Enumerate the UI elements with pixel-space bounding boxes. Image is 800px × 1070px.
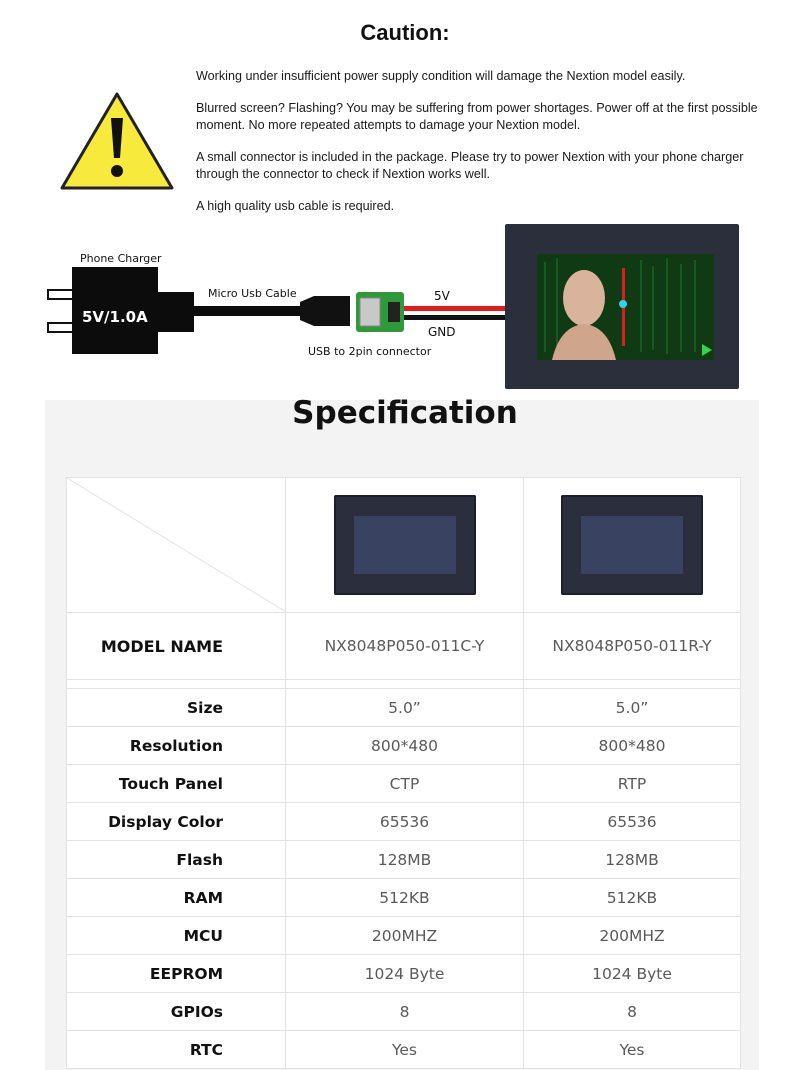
table-row xyxy=(67,879,741,917)
table-row xyxy=(67,727,741,765)
row-value: 65536 xyxy=(286,803,524,841)
caution-paragraph: Working under insufficient power supply condition will damage the Nextion model easily. xyxy=(196,69,686,83)
row-value: RTP xyxy=(524,765,741,803)
row-value: 1024 Byte xyxy=(524,955,741,993)
row-value: CTP xyxy=(286,765,524,803)
nextion-module-image xyxy=(286,495,523,595)
wire-gnd xyxy=(404,315,514,320)
caution-paragraph: A small connector is included in the package. Please try to power Nextion with your phone charger through the connector to check if Nextion works well. xyxy=(196,150,744,181)
connector-port xyxy=(360,298,380,326)
nextion-module-image xyxy=(524,495,740,595)
table-row xyxy=(67,841,741,879)
table-row-model-name xyxy=(67,613,741,680)
specification-title: Specification xyxy=(292,395,518,431)
connector-pins xyxy=(388,302,400,322)
row-label: Flash xyxy=(67,841,286,879)
row-value: 8 xyxy=(286,993,524,1031)
wire-5v xyxy=(404,306,514,311)
model-image-cell xyxy=(286,478,524,613)
row-label: MODEL NAME xyxy=(67,613,286,680)
table-row xyxy=(67,917,741,955)
row-value: 5.0” xyxy=(524,689,741,727)
table-spacer xyxy=(67,680,741,689)
table-row xyxy=(67,1031,741,1069)
row-value: 65536 xyxy=(524,803,741,841)
row-value: 128MB xyxy=(286,841,524,879)
row-value: 800*480 xyxy=(286,727,524,765)
row-label: Display Color xyxy=(67,803,286,841)
row-label: GPIOs xyxy=(67,993,286,1031)
row-label: Resolution xyxy=(67,727,286,765)
charger-neck xyxy=(158,292,194,332)
caution-title: Caution: xyxy=(360,20,450,45)
row-value: 512KB xyxy=(286,879,524,917)
usb-cable xyxy=(194,306,306,316)
charger-prong xyxy=(48,290,74,299)
row-value: 200MHZ xyxy=(524,917,741,955)
table-row xyxy=(67,803,741,841)
row-label: MCU xyxy=(67,917,286,955)
row-label: EEPROM xyxy=(67,955,286,993)
wire-5v-label: 5V xyxy=(434,289,450,303)
charger-prong xyxy=(48,323,74,332)
screen-face xyxy=(563,270,605,326)
row-value: NX8048P050-011R-Y xyxy=(524,613,741,680)
phone-charger-label: Phone Charger xyxy=(80,252,162,265)
row-value: 8 xyxy=(524,993,741,1031)
usb-plug xyxy=(300,296,350,326)
specification-table xyxy=(66,477,741,1069)
image-row xyxy=(67,478,741,613)
table-corner-cell xyxy=(67,478,286,613)
row-value: 512KB xyxy=(524,879,741,917)
table-row xyxy=(67,955,741,993)
warning-triangle-icon xyxy=(58,90,176,192)
power-connection-diagram xyxy=(0,222,800,394)
connector-label: USB to 2pin connector xyxy=(308,345,432,358)
row-value: Yes xyxy=(286,1031,524,1069)
table-row xyxy=(67,993,741,1031)
table-row xyxy=(67,689,741,727)
row-label: RAM xyxy=(67,879,286,917)
screen-slider-knob xyxy=(619,300,627,308)
table-row xyxy=(67,765,741,803)
row-value: 1024 Byte xyxy=(286,955,524,993)
row-label: RTC xyxy=(67,1031,286,1069)
row-value: 5.0” xyxy=(286,689,524,727)
row-label: Size xyxy=(67,689,286,727)
row-value: 800*480 xyxy=(524,727,741,765)
cable-label: Micro Usb Cable xyxy=(208,287,297,300)
model-image-cell xyxy=(524,478,741,613)
caution-paragraph: Blurred screen? Flashing? You may be suffering from power shortages. Power off at the first possible moment. No more repeated attempts to damage your Nextion model. xyxy=(196,101,758,132)
caution-text xyxy=(196,68,776,230)
row-value: Yes xyxy=(524,1031,741,1069)
row-label: Touch Panel xyxy=(67,765,286,803)
row-value: 200MHZ xyxy=(286,917,524,955)
row-value: NX8048P050-011C-Y xyxy=(286,613,524,680)
caution-paragraph: A high quality usb cable is required. xyxy=(196,199,395,213)
row-value: 128MB xyxy=(524,841,741,879)
charger-rating: 5V/1.0A xyxy=(82,308,148,326)
wire-gnd-label: GND xyxy=(428,325,456,339)
